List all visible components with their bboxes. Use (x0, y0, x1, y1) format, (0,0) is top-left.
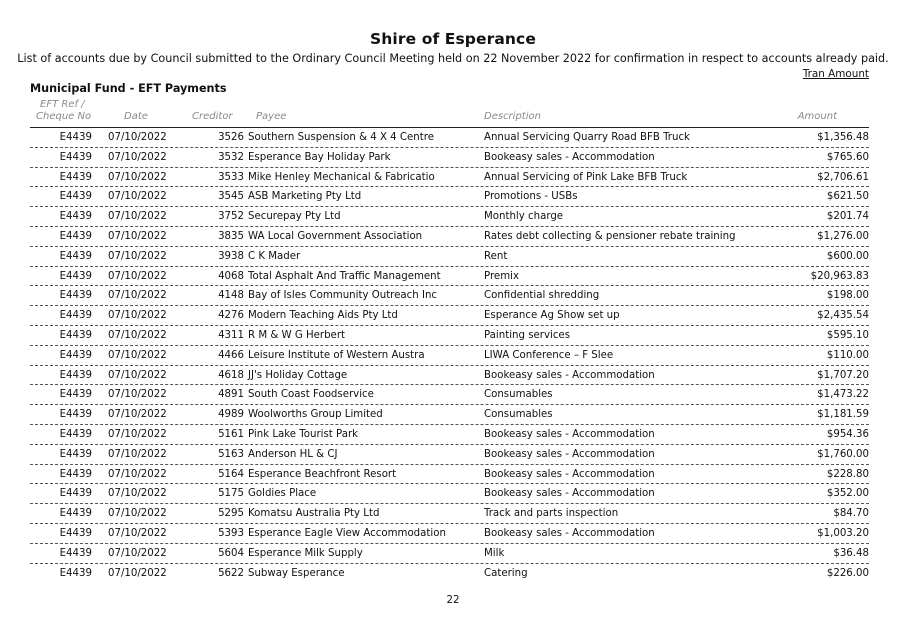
cell-eft-ref: E4439 (59, 389, 92, 401)
cell-eft-ref: E4439 (59, 151, 92, 163)
cell-description: Bookeasy sales - Accommodation (484, 468, 655, 480)
table-row (0, 267, 906, 287)
cell-creditor: 5393 (218, 527, 244, 539)
cell-eft-ref: E4439 (59, 567, 92, 579)
document-title: Shire of Esperance (370, 30, 536, 48)
cell-description: Painting services (484, 329, 571, 341)
cell-eft-ref: E4439 (59, 349, 92, 361)
cell-description: Confidential shredding (484, 290, 600, 302)
cell-creditor: 3526 (218, 132, 244, 143)
cell-creditor: 4989 (218, 409, 244, 421)
cell-eft-ref: E4439 (59, 211, 92, 223)
table-row (0, 445, 906, 465)
table-row (0, 247, 906, 267)
cell-date: 07/10/2022 (108, 369, 167, 381)
cell-date: 07/10/2022 (108, 448, 167, 460)
cell-payee: R M & W G Herbert (248, 329, 346, 341)
column-header-payee: Payee (256, 111, 287, 122)
cell-eft-ref: E4439 (59, 290, 92, 302)
section-title: Municipal Fund - EFT Payments (30, 82, 227, 95)
cell-payee: Woolworths Group Limited (248, 409, 383, 421)
cell-payee: South Coast Foodservice (248, 389, 374, 401)
cell-creditor: 4466 (218, 349, 244, 361)
cell-date: 07/10/2022 (108, 290, 167, 302)
cell-date: 07/10/2022 (108, 508, 167, 520)
cell-payee: Goldies Place (248, 488, 317, 500)
cell-payee: Mike Henley Mechanical & Fabricatio (248, 171, 435, 183)
cell-date: 07/10/2022 (108, 132, 167, 143)
table-row (0, 128, 906, 148)
cell-date: 07/10/2022 (108, 310, 167, 322)
tran-amount-label: Tran Amount (802, 68, 869, 80)
cell-amount: $621.50 (826, 191, 869, 203)
cell-description: Esperance Ag Show set up (484, 310, 620, 322)
cell-payee: ASB Marketing Pty Ltd (248, 191, 362, 203)
cell-date: 07/10/2022 (108, 349, 167, 361)
cell-payee: Esperance Eagle View Accommodation (248, 527, 446, 539)
cell-date: 07/10/2022 (108, 428, 167, 440)
table-row (0, 306, 906, 326)
table-row (0, 207, 906, 227)
cell-eft-ref: E4439 (59, 369, 92, 381)
cell-creditor: 5163 (218, 448, 244, 460)
cell-amount: $198.00 (826, 290, 869, 302)
cell-description: Milk (484, 547, 505, 559)
column-header-date: Date (124, 111, 148, 122)
cell-description: Premix (484, 270, 519, 282)
cell-eft-ref: E4439 (59, 448, 92, 460)
cell-amount: $352.00 (826, 488, 869, 500)
table-row (0, 148, 906, 168)
cell-amount: $228.80 (826, 468, 869, 480)
cell-date: 07/10/2022 (108, 270, 167, 282)
cell-creditor: 4891 (218, 389, 244, 401)
cell-date: 07/10/2022 (108, 171, 167, 183)
cell-date: 07/10/2022 (108, 527, 167, 539)
cell-description: Rent (484, 250, 508, 262)
cell-eft-ref: E4439 (59, 508, 92, 520)
cell-description: LIWA Conference – F Slee (484, 349, 614, 361)
cell-creditor: 4311 (218, 329, 244, 341)
cell-description: Consumables (484, 389, 553, 401)
cell-eft-ref: E4439 (59, 191, 92, 203)
cell-date: 07/10/2022 (108, 211, 167, 223)
cell-creditor: 3533 (218, 171, 244, 183)
table-row (0, 346, 906, 366)
cell-eft-ref: E4439 (59, 547, 92, 559)
cell-payee: C K Mader (248, 250, 301, 262)
table-row (0, 405, 906, 425)
cell-creditor: 3835 (218, 230, 244, 242)
cell-payee: Total Asphalt And Traffic Management (248, 270, 441, 282)
cell-payee: Leisure Institute of Western Austra (248, 349, 425, 361)
table-row (0, 187, 906, 207)
cell-description: Track and parts inspection (484, 508, 619, 520)
cell-description: Bookeasy sales - Accommodation (484, 428, 655, 440)
cell-date: 07/10/2022 (108, 250, 167, 262)
cell-date: 07/10/2022 (108, 547, 167, 559)
cell-description: Bookeasy sales - Accommodation (484, 527, 655, 539)
cell-amount: $1,356.48 (817, 132, 869, 143)
cell-eft-ref: E4439 (59, 310, 92, 322)
cell-amount: $1,003.20 (817, 527, 869, 539)
cell-date: 07/10/2022 (108, 468, 167, 480)
cell-creditor: 4276 (218, 310, 244, 322)
cell-creditor: 5164 (218, 468, 244, 480)
table-row (0, 504, 906, 524)
cell-eft-ref: E4439 (59, 468, 92, 480)
cell-amount: $110.00 (826, 349, 869, 361)
cell-description: Consumables (484, 409, 553, 421)
cell-description: Annual Servicing of Pink Lake BFB Truck (484, 171, 688, 183)
cell-description: Catering (484, 567, 528, 579)
payments-table (0, 128, 906, 583)
cell-creditor: 5161 (218, 428, 244, 440)
cell-payee: Southern Suspension & 4 X 4 Centre (248, 132, 434, 143)
cell-description: Bookeasy sales - Accommodation (484, 448, 655, 460)
cell-date: 07/10/2022 (108, 567, 167, 579)
cell-payee: Esperance Milk Supply (248, 547, 363, 559)
column-header-ref-line2: Cheque No (36, 111, 92, 122)
cell-payee: Anderson HL & CJ (248, 448, 338, 460)
cell-amount: $20,963.83 (810, 270, 869, 282)
table-row (0, 425, 906, 445)
cell-date: 07/10/2022 (108, 409, 167, 421)
column-header-ref-line1: EFT Ref / (40, 99, 85, 110)
cell-description: Annual Servicing Quarry Road BFB Truck (484, 132, 690, 143)
document-subtitle: List of accounts due by Council submitted to the Ordinary Council Meeting held on 22 November 2022 for confirmation in respect to accounts already paid. (17, 52, 889, 65)
cell-date: 07/10/2022 (108, 329, 167, 341)
column-header-creditor: Creditor (192, 111, 233, 122)
cell-amount: $84.70 (833, 508, 869, 520)
cell-eft-ref: E4439 (59, 270, 92, 282)
cell-amount: $226.00 (826, 567, 869, 579)
cell-eft-ref: E4439 (59, 488, 92, 500)
cell-description: Bookeasy sales - Accommodation (484, 151, 655, 163)
cell-payee: Pink Lake Tourist Park (248, 428, 359, 440)
table-row (0, 484, 906, 504)
cell-amount: $1,707.20 (817, 369, 869, 381)
cell-eft-ref: E4439 (59, 250, 92, 262)
cell-date: 07/10/2022 (108, 191, 167, 203)
cell-creditor: 5295 (218, 508, 244, 520)
cell-date: 07/10/2022 (108, 389, 167, 401)
cell-eft-ref: E4439 (59, 132, 92, 143)
cell-description: Bookeasy sales - Accommodation (484, 488, 655, 500)
cell-amount: $954.36 (826, 428, 869, 440)
cell-creditor: 3532 (218, 151, 244, 163)
cell-date: 07/10/2022 (108, 488, 167, 500)
cell-payee: Esperance Beachfront Resort (248, 468, 397, 480)
table-row (0, 544, 906, 564)
cell-amount: $36.48 (833, 547, 869, 559)
cell-amount: $201.74 (826, 211, 869, 223)
cell-eft-ref: E4439 (59, 230, 92, 242)
cell-payee: Modern Teaching Aids Pty Ltd (248, 310, 398, 322)
cell-amount: $1,760.00 (817, 448, 869, 460)
cell-date: 07/10/2022 (108, 230, 167, 242)
table-row (0, 326, 906, 346)
cell-eft-ref: E4439 (59, 171, 92, 183)
cell-date: 07/10/2022 (108, 151, 167, 163)
cell-amount: $2,706.61 (817, 171, 869, 183)
table-row (0, 385, 906, 405)
cell-description: Monthly charge (484, 211, 564, 223)
table-row (0, 524, 906, 544)
table-row (0, 465, 906, 485)
cell-payee: Subway Esperance (248, 567, 345, 579)
cell-description: Bookeasy sales - Accommodation (484, 369, 655, 381)
cell-payee: Securepay Pty Ltd (248, 211, 341, 223)
column-header-amount: Amount (797, 111, 837, 122)
cell-creditor: 5175 (218, 488, 244, 500)
cell-amount: $1,276.00 (817, 230, 869, 242)
cell-amount: $1,473.22 (817, 389, 869, 401)
page-number: 22 (446, 595, 460, 606)
cell-creditor: 5622 (218, 567, 244, 579)
table-row (0, 564, 906, 584)
cell-amount: $595.10 (826, 329, 869, 341)
cell-payee: WA Local Government Association (248, 230, 423, 242)
cell-eft-ref: E4439 (59, 527, 92, 539)
cell-creditor: 5604 (218, 547, 244, 559)
cell-amount: $765.60 (826, 151, 869, 163)
cell-payee: Komatsu Australia Pty Ltd (248, 508, 380, 520)
cell-creditor: 3752 (218, 211, 244, 223)
table-row (0, 168, 906, 188)
cell-creditor: 4618 (218, 369, 244, 381)
cell-eft-ref: E4439 (59, 428, 92, 440)
table-row (0, 227, 906, 247)
cell-creditor: 3938 (218, 250, 244, 262)
cell-creditor: 4148 (218, 290, 244, 302)
cell-amount: $1,181.59 (817, 409, 869, 421)
cell-eft-ref: E4439 (59, 329, 92, 341)
cell-description: Promotions - USBs (484, 191, 578, 203)
column-header-description: Description (484, 111, 541, 122)
cell-payee: JJ's Holiday Cottage (248, 369, 348, 381)
cell-creditor: 4068 (218, 270, 244, 282)
cell-payee: Bay of Isles Community Outreach Inc (248, 290, 438, 302)
cell-creditor: 3545 (218, 191, 244, 203)
cell-eft-ref: E4439 (59, 409, 92, 421)
cell-amount: $600.00 (826, 250, 869, 262)
cell-description: Rates debt collecting & pensioner rebate training (484, 230, 736, 242)
cell-amount: $2,435.54 (817, 310, 869, 322)
table-row (0, 286, 906, 306)
cell-payee: Esperance Bay Holiday Park (248, 151, 391, 163)
table-row (0, 366, 906, 386)
